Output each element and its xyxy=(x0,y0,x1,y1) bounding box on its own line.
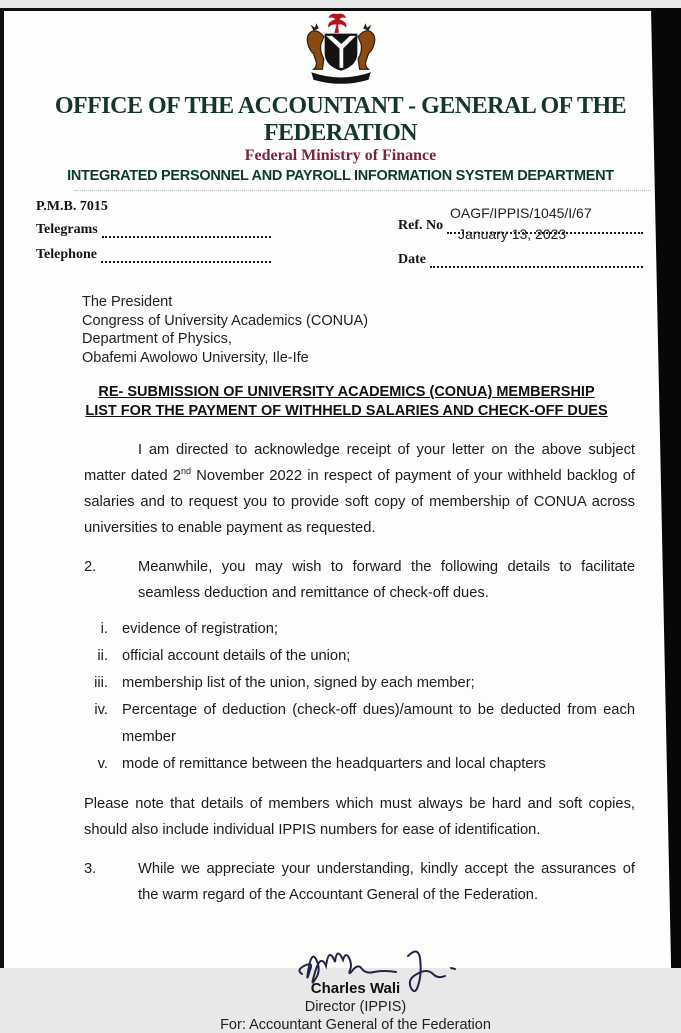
telephone-label: Telephone xyxy=(36,247,97,262)
list-item-numeral: v. xyxy=(97,756,108,772)
date-value: January 13, 2023 xyxy=(458,226,567,242)
paragraph-1 xyxy=(84,437,635,541)
list-item-numeral: ii. xyxy=(97,648,108,664)
handwritten-signature xyxy=(288,938,468,996)
list-item xyxy=(84,670,635,697)
paragraph-2 xyxy=(84,554,635,606)
recipient-address xyxy=(0,272,681,367)
signatory-name: Charles Wali xyxy=(310,980,401,997)
signatory-title: Director (IPPIS) xyxy=(304,999,407,1015)
contact-reference-block xyxy=(0,191,681,272)
list-item-text: mode of remittance between the headquarters and local chapters xyxy=(122,756,546,772)
telegrams-label: Telegrams xyxy=(36,222,98,237)
list-item-numeral: i. xyxy=(100,621,108,637)
department-title: INTEGRATED PERSONNEL AND PAYROLL INFORMATION SYSTEM DEPARTMENT xyxy=(67,168,614,184)
ref-number-value: OAGF/IPPIS/1045/I/67 xyxy=(450,205,592,221)
list-item-text: Percentage of deduction (check-off dues)/amount to be deducted from each member xyxy=(122,702,635,745)
list-item-text: official account details of the union; xyxy=(122,648,351,664)
telegrams-dotted-line xyxy=(102,223,271,238)
subject-line: RE- SUBMISSION OF UNIVERSITY ACADEMICS (CONUA) MEMBERSHIP LIST FOR THE PAYMENT OF WITHHELD SALARIES AND CHECK-OFF DUES xyxy=(85,384,608,419)
letter-body xyxy=(0,437,681,908)
list-item-numeral: iv. xyxy=(94,702,108,718)
ministry-subtitle: Federal Ministry of Finance xyxy=(244,147,437,164)
telegrams-line xyxy=(36,222,271,238)
requirements-list xyxy=(84,616,635,778)
list-item xyxy=(84,616,635,643)
list-item xyxy=(84,697,635,751)
recipient-line: The President xyxy=(82,294,173,310)
list-item xyxy=(84,643,635,670)
date-dotted-line xyxy=(430,253,643,268)
recipient-line: Department of Physics, xyxy=(82,331,232,347)
list-item-numeral: iii. xyxy=(94,675,108,691)
signatory-for-line: For: Accountant General of the Federation xyxy=(220,1017,491,1033)
paragraph-2-text: Meanwhile, you may wish to forward the following details to facilitate seamless deduction and remittance of check-off dues. xyxy=(138,559,635,601)
list-item xyxy=(84,751,635,778)
scan-edge-top xyxy=(0,8,681,11)
pmb-number: P.M.B. 7015 xyxy=(36,199,108,214)
paragraph-1-text: I am directed to acknowledge receipt of your letter on the above subject matter dated 2 xyxy=(84,442,635,484)
paragraph-4-number: 3. xyxy=(84,861,97,877)
recipient-line: Congress of University Academics (CONUA) xyxy=(82,312,369,329)
ref-date-block xyxy=(398,199,643,272)
date-label: Date xyxy=(398,252,426,267)
paragraph-2-number: 2. xyxy=(84,559,97,575)
paragraph-4-text: While we appreciate your understanding, kindly accept the assurances of the warm regard of the Accountant General of the Federation. xyxy=(138,861,635,903)
paragraph-3: Please note that details of members which must always be hard and soft copies, should also include individual IPPIS numbers for ease of identification. xyxy=(84,796,635,838)
telephone-line xyxy=(36,247,271,263)
nigeria-coat-of-arms-icon xyxy=(289,8,393,92)
scan-edge-left xyxy=(0,8,4,968)
paragraph-4 xyxy=(84,856,635,908)
paragraph-1-text: November 2022 in respect of payment of your withheld backlog of salaries and to request you to provide soft copy of membership of CONUA across universities to enable payment as requested. xyxy=(84,468,635,536)
ordinal-superscript: nd xyxy=(181,466,192,477)
signature-block xyxy=(0,938,681,1033)
letter-page xyxy=(0,8,681,1033)
office-title: OFFICE OF THE ACCOUNTANT - GENERAL OF THE FEDERATION xyxy=(54,93,627,146)
list-item-text: membership list of the union, signed by each member; xyxy=(122,675,475,691)
ref-label: Ref. No xyxy=(398,218,444,233)
recipient-line: Obafemi Awolowo University, Ile-Ife xyxy=(82,349,309,366)
telephone-dotted-line xyxy=(101,248,271,263)
date-line xyxy=(398,252,643,268)
list-item-text: evidence of registration; xyxy=(122,621,278,637)
contact-details xyxy=(36,199,271,272)
